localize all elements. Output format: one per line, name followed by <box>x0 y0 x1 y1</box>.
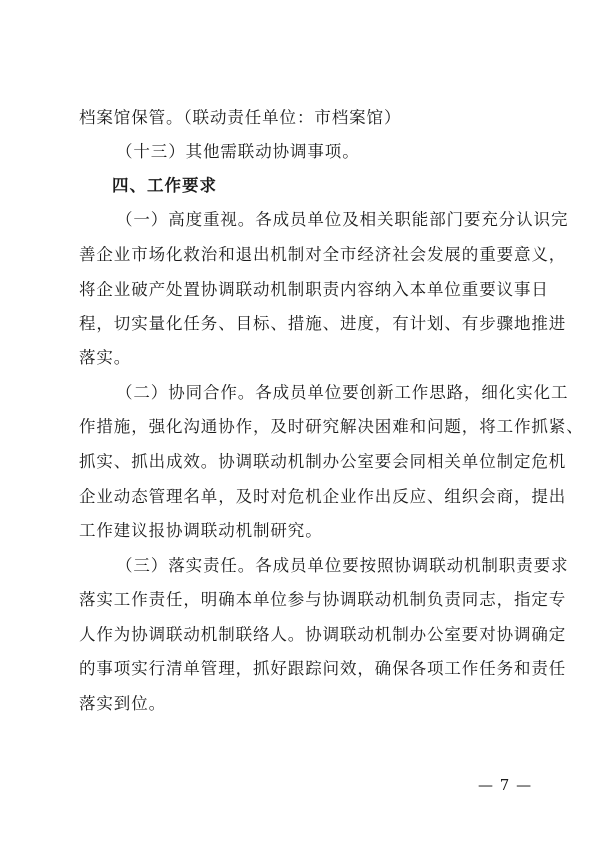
paragraph-1-line: 将企业破产处置协调联动机制职责内容纳入本单位重要议事日 <box>79 280 549 299</box>
paragraph-2-line: 抓实、抓出成效。协调联动机制办公室要会同相关单位制定危机 <box>79 452 567 471</box>
paragraph-3-line: 的事项实行清单管理，抓好跟踪问效，确保各项工作任务和责任 <box>79 659 567 678</box>
paragraph-1-line: 程，切实量化任务、目标、措施、进度，有计划、有步骤地推进 <box>79 314 567 333</box>
page-number: — 7 — <box>478 776 533 794</box>
paragraph-2-line: （二）协同合作。各成员单位要创新工作思路，细化实化工 <box>116 383 569 402</box>
paragraph-2-line: 工作建议报协调联动机制研究。 <box>79 521 323 540</box>
paragraph-2-line: 企业动态管理名单，及时对危机企业作出反应、组织会商，提出 <box>79 487 567 506</box>
text-line: 档案馆保管。（联动责任单位：市档案馆） <box>79 108 402 127</box>
section-heading: 四、工作要求 <box>112 176 217 195</box>
paragraph-3-line: 人作为协调联动机制联络人。协调联动机制办公室要对协调确定 <box>79 625 567 644</box>
paragraph-1-line: 善企业市场化救治和退出机制对全市经济社会发展的重要意义， <box>79 245 567 264</box>
paragraph-3-line: 落实工作责任，明确本单位参与协调联动机制负责同志，指定专 <box>79 590 567 609</box>
paragraph-1-line: （一）高度重视。各成员单位及相关职能部门要充分认识完 <box>116 210 569 229</box>
text-line: （十三）其他需联动协调事项。 <box>116 142 360 161</box>
paragraph-3-line: （三）落实责任。各成员单位要按照协调联动机制职责要求 <box>116 556 569 575</box>
paragraph-1-line: 落实。 <box>79 348 132 367</box>
paragraph-3-line: 落实到位。 <box>79 694 166 713</box>
paragraph-2-line: 作措施，强化沟通协作，及时研究解决困难和问题，将工作抓紧、 <box>79 417 584 436</box>
